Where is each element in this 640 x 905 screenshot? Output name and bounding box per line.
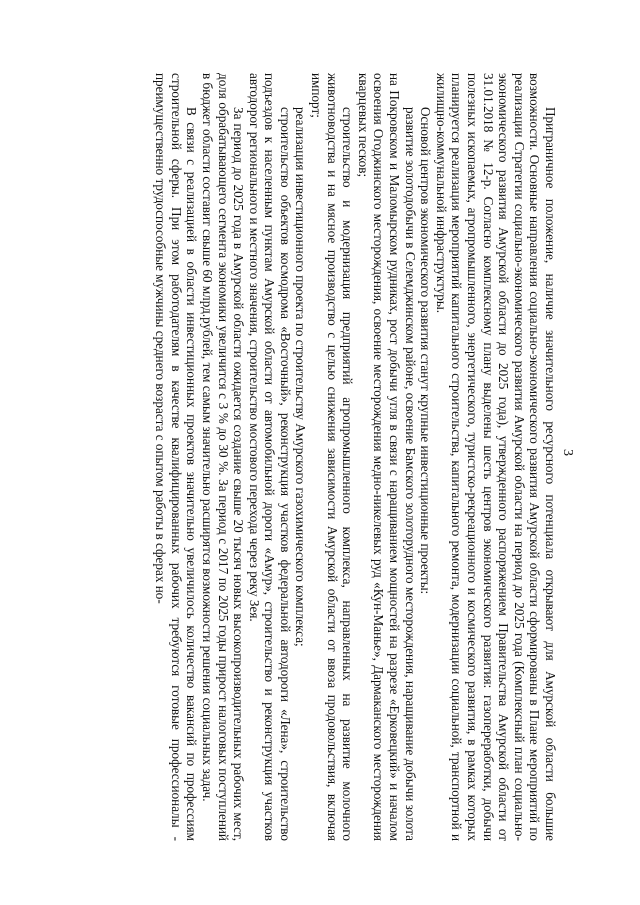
paragraph-intro: Приграничное положение, наличие значительного ресурсного потенциала открывают для Амурской области большие возможности. Основные направления социально-экономического развития Амурской области сформированы в Плане мероприятий по реализации Стратегии социально-экономического развития Амурской области на период до 2025 года (Комплексный план социально-экономического развития Амурской области до 2025 года), утвержденного распоряжением Правительства Амурской области от 31.01.2018 № 12-р. Согласно комплексному плану выделены шесть центров экономического развития: газопереработки, добычи полезных ископаемых, агропромышленного, энергетического, туристско-рекреационного и космического развития, в рамках которых планируется реализация мероприятий капитального строительства, капитального ремонта, модернизации социальной, транспортной и жилищно-коммунальной инфраструктуры. [433,73,558,841]
paragraph-vacancies: В связи с реализацией в области инвестиционных проектов значительно увеличилось количество вакансий по профессиям строительной сферы. При этом работодателям в качестве квалифицированных рабочих требуются готовые профессионалы - преимущественно трудоспособные мужчины среднего возраста с опытом работы в сферах но- [153,73,200,841]
paragraph-infrastructure: строительство объектов космодрома «Восточный», реконструкция участков федеральной автодороги «Лена», строительство подъездов к населенным пунктам Амурской области от автомобильной дороги «Амур», строительство и реконструкция участков автодорог регионального и местного значения, строительство мостового перехода через реку Зея. [246,73,293,841]
paragraph-projects-lead: Основой центров экономического развития станут крупные инвестиционные проекты: [418,107,434,595]
page-number: 3 [560,449,575,456]
paragraph-mining: развитие золотодобычи в Селемджинском районе, освоение Бамского золоторудного месторождения, наращивание добычи золота на Покровском и Маломырском рудниках, рост добычи угля в связи с наращиванием мощностей на разрезе «Ерковецкий» и началом освоения Огоджинского месторождения, освоение месторождения медно-никелевых руд «Кун-Манье», Дармаканского месторождения кварцевых песков; [355,73,418,841]
paragraph-outlook-2025: За период до 2025 года в Амурской области ожидается создание свыше 20 тысяч новых высокопроизводительных рабочих мест, доля обрабатывающего сегмента экономики увеличится с 3 % до 30 %. За период с 2017 по 2025 годы прирост налоговых поступлений в бюджет области составит свыше 60 млрд.рублей, тем самым значительно расширятся возможности решения социальных задач. [199,73,247,841]
paragraph-agro: строительство и модернизация предприятий агропромышленного комплекса, направленных на развитие молочного животноводства и на мясное производство с целью снижения зависимости Амурской области от ввоза продовольствия, включая импорт; [309,73,356,841]
document-body [153,73,558,841]
paragraph-gas-chemical: реализация инвестиционного проекта по строительству Амурского газохимического комплекса; [293,107,309,647]
